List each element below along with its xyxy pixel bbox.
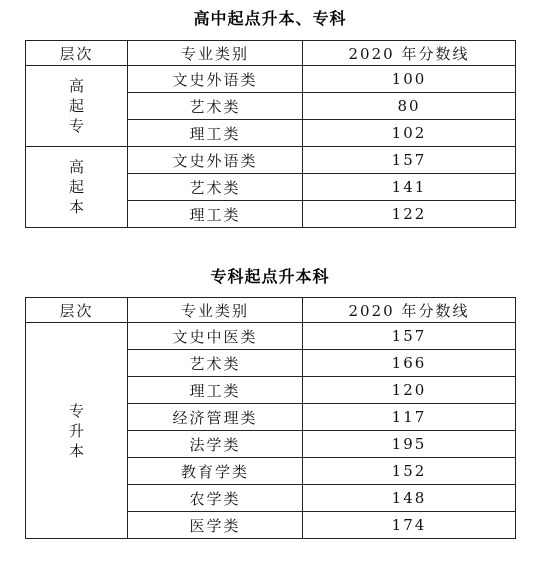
major-cell: 文史外语类 <box>128 147 303 174</box>
score-cell: 100 <box>303 66 516 93</box>
table-row <box>26 66 516 93</box>
score-table-college-start <box>25 297 516 539</box>
score-cell: 157 <box>303 323 516 350</box>
header-level: 层次 <box>26 298 128 323</box>
score-cell: 117 <box>303 404 516 431</box>
table-header-row <box>26 41 516 66</box>
score-table-high-school-start <box>25 40 516 228</box>
level-cell-zhuanshengben <box>26 323 128 539</box>
header-major: 专业类别 <box>128 41 303 66</box>
major-cell: 农学类 <box>128 485 303 512</box>
level-label: 高起专 <box>68 77 84 135</box>
score-cell: 102 <box>303 120 516 147</box>
section-title-high-school-start: 高中起点升本、专科 <box>193 9 347 28</box>
header-major: 专业类别 <box>128 298 303 323</box>
header-score: 2020 年分数线 <box>303 41 516 66</box>
major-cell: 艺术类 <box>128 350 303 377</box>
level-label: 专升本 <box>68 401 84 460</box>
level-label: 高起本 <box>68 158 84 216</box>
score-cell: 120 <box>303 377 516 404</box>
major-cell: 文史中医类 <box>128 323 303 350</box>
major-cell: 理工类 <box>128 201 303 228</box>
score-cell: 157 <box>303 147 516 174</box>
major-cell: 艺术类 <box>128 93 303 120</box>
major-cell: 理工类 <box>128 377 303 404</box>
score-cell: 141 <box>303 174 516 201</box>
level-cell-gaoqizhuan <box>26 66 128 147</box>
major-cell: 经济管理类 <box>128 404 303 431</box>
score-cell: 122 <box>303 201 516 228</box>
major-cell: 医学类 <box>128 512 303 539</box>
major-cell: 教育学类 <box>128 458 303 485</box>
table-row <box>26 147 516 174</box>
header-score: 2020 年分数线 <box>303 298 516 323</box>
table-header-row <box>26 298 516 323</box>
major-cell: 法学类 <box>128 431 303 458</box>
score-cell: 174 <box>303 512 516 539</box>
score-cell: 148 <box>303 485 516 512</box>
level-cell-gaoqiben <box>26 147 128 228</box>
major-cell: 艺术类 <box>128 174 303 201</box>
score-cell: 166 <box>303 350 516 377</box>
major-cell: 文史外语类 <box>128 66 303 93</box>
score-cell: 152 <box>303 458 516 485</box>
header-level: 层次 <box>26 41 128 66</box>
score-cell: 80 <box>303 93 516 120</box>
table-row <box>26 323 516 350</box>
major-cell: 理工类 <box>128 120 303 147</box>
section-title-college-start: 专科起点升本科 <box>210 267 330 286</box>
score-cell: 195 <box>303 431 516 458</box>
